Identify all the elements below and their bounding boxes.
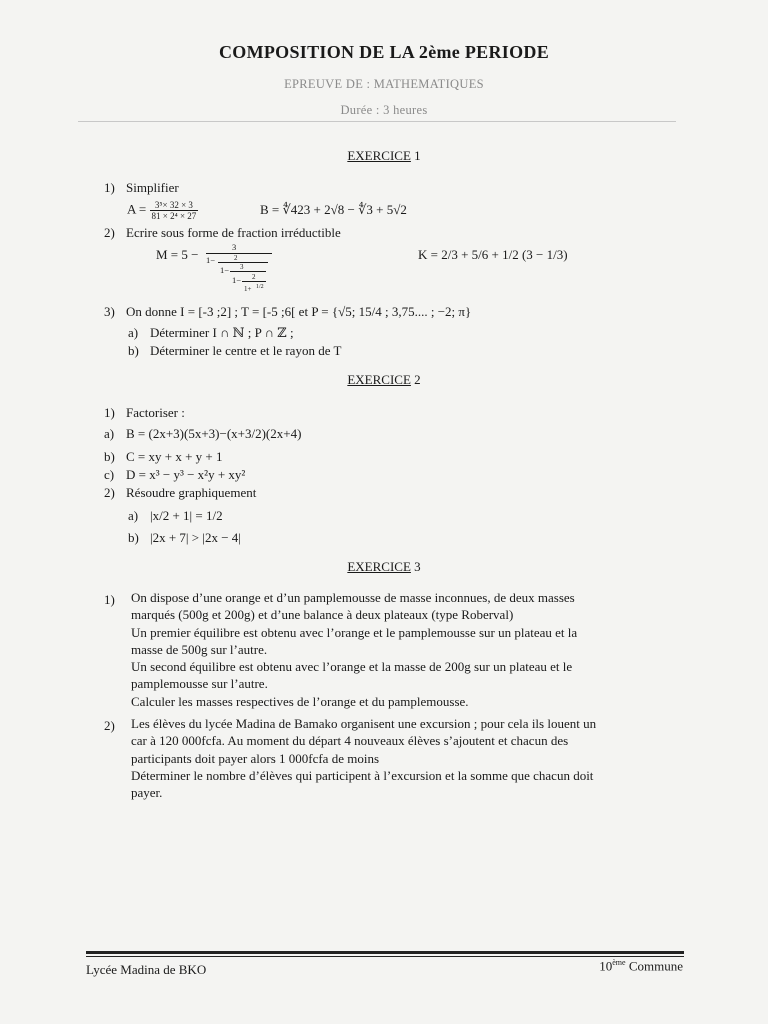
exercise-3-title: EXERCICE 3 — [347, 559, 421, 574]
expression-a: A = $\frac{\text{3⁵× 32 × 3}}{\text{81 × 2⁴ × 27}}$ — [127, 200, 197, 221]
ex1-q3a: a) Déterminer I ∩ ℕ ; P ∩ ℤ ; — [128, 325, 294, 340]
ex3-q1-num: 1) — [104, 592, 115, 607]
ex2-c: c) D = x³ − y³ − x²y + xy² — [104, 467, 246, 482]
ex2-q2b: b) |2x + 7| > |2x − 4| — [128, 530, 241, 545]
ex1-q1: 1) Simplifier — [104, 180, 179, 195]
duration-line: Durée : 3 heures — [340, 103, 428, 117]
ex2-q2a: a) |x/2 + 1| = 1/2 — [128, 508, 223, 523]
exercise-2-title: EXERCICE 2 — [347, 372, 421, 387]
exercise-1-title: EXERCICE 1 — [347, 148, 421, 163]
expression-k: K = 2/3 + 5/6 + 1/2 (3 − 1/3) — [418, 247, 568, 262]
footer-school: Lycée Madina de BKO — [86, 962, 207, 977]
continued-fraction-m: 3 1− 2 1− 3 1− 2 1+ 1/2 — [204, 243, 276, 299]
ex3-q2-text: Les élèves du lycée Madina de Bamako organisent une excursion ; pour cela ils louent un car à 120 000fcfa. Au moment du départ 4 nouveaux élèves s’ajoutent et chacun des participants doit payer alors 1 000fcfa de moins Déterminer le nombre d’élèves qui participent à l’excursion et la somme que chacun doit payer. — [131, 716, 597, 801]
expression-m-label: M = 5 − — [156, 247, 199, 262]
ex2-b: b) C = xy + x + y + 1 — [104, 449, 223, 464]
ex1-q3b: b) Déterminer le centre et le rayon de T — [128, 343, 342, 358]
ex1-q3: 3) On donne I = [-3 ;2] ; T = [-5 ;6[ et P = {√5; 15/4 ; 3,75.... ; −2; π} — [104, 304, 472, 319]
footer-class: 10ème Commune — [599, 958, 683, 974]
fraction-a: $\frac{\text{3⁵× 32 × 3}}{\text{81 × 2⁴ × 27}}$ — [151, 200, 197, 221]
footer-divider-thin — [86, 956, 684, 957]
ex2-q2: 2) Résoudre graphiquement — [104, 485, 257, 500]
subject-line: EPREUVE DE : MATHEMATIQUES — [284, 77, 484, 91]
footer-divider-thick — [86, 951, 684, 954]
header-divider — [78, 121, 676, 122]
ex1-q2: 2) Ecrire sous forme de fraction irréductible — [104, 225, 341, 240]
ex2-q1: 1) Factoriser : — [104, 405, 185, 420]
ex3-q1-text: On dispose d’une orange et d’un pamplemousse de masse inconnues, de deux masses marqués (500g et 200g) et d’une balance à deux plateaux (type Roberval) Un premier équilibre est obtenu avec l’orange et le pamplemousse sur un plateau et la masse de 500g sur l’autre. Un second équilibre est obtenu avec l’orange et la masse de 200g sur un plateau et le pamplemousse sur l’autre. Calculer les masses respectives de l’orange et du pamplemousse. — [131, 590, 578, 709]
page-title: COMPOSITION DE LA 2ème PERIODE — [218, 42, 549, 62]
expression-b: B = ∜423 + 2√8 − ∜3 + 5√2 — [260, 202, 407, 217]
ex2-a: a) B = (2x+3)(5x+3)−(x+3/2)(2x+4) — [104, 426, 302, 441]
ex3-q2-num: 2) — [104, 718, 115, 733]
